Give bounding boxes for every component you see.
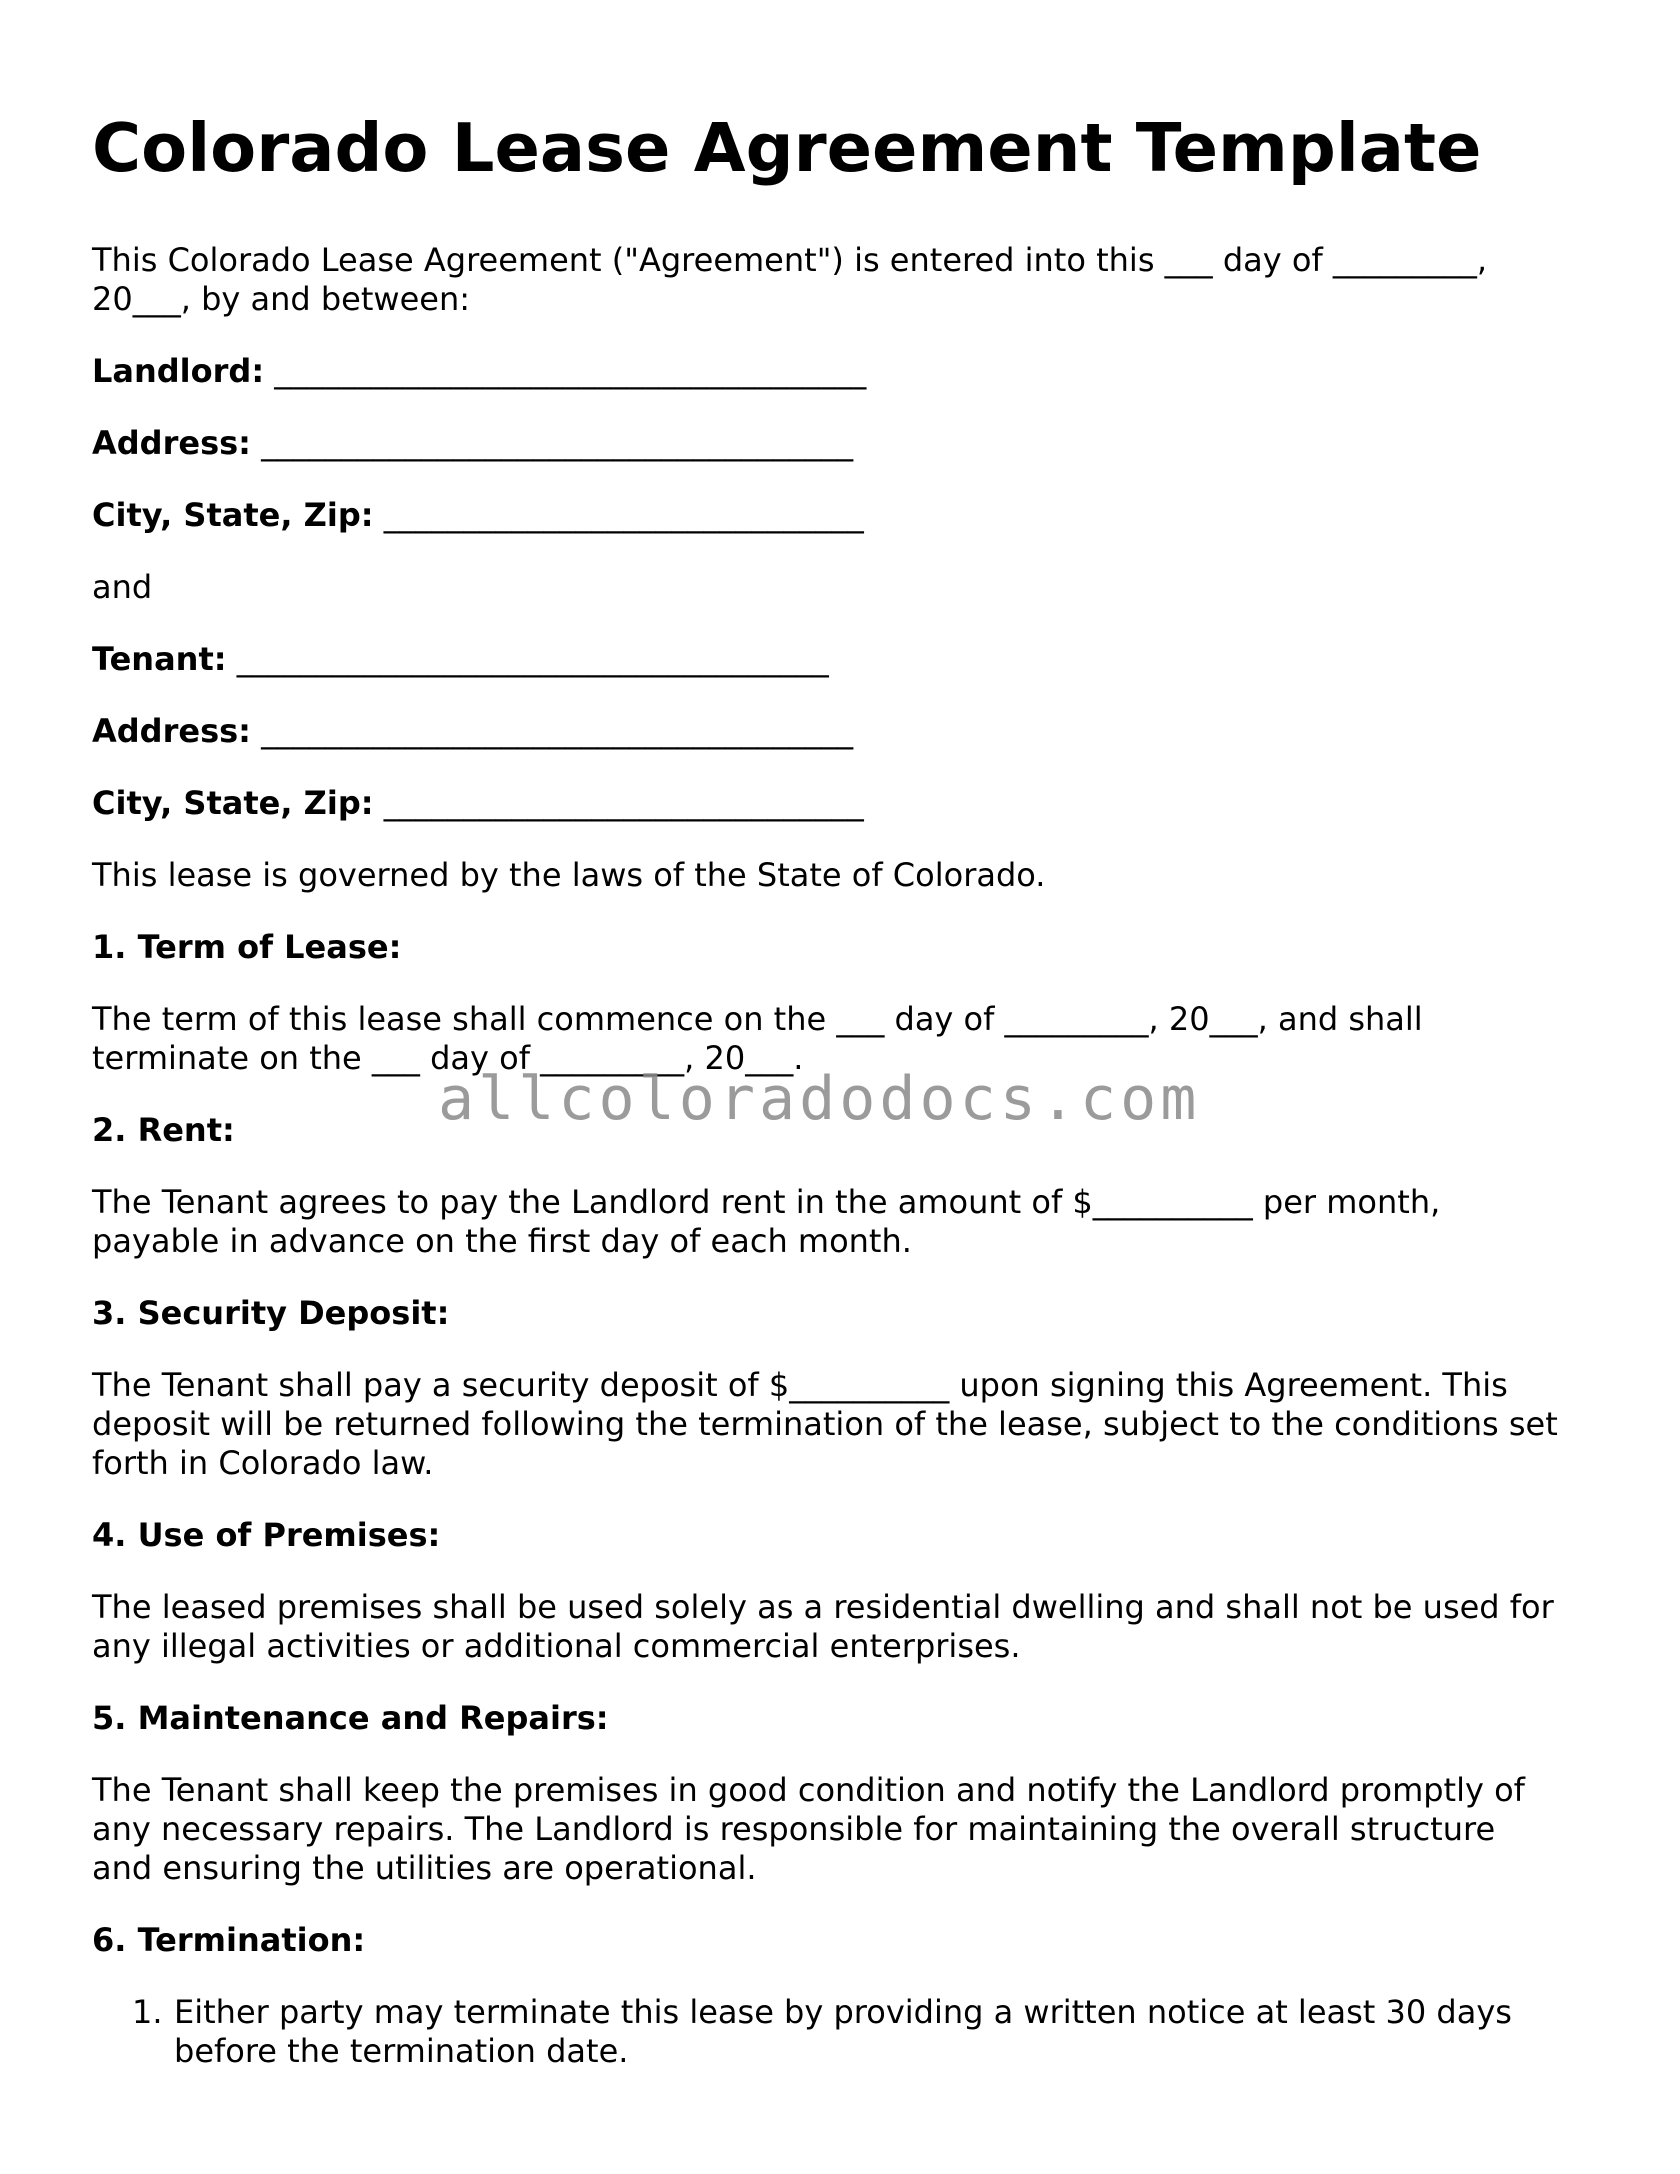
section-heading: 4. Use of Premises: <box>92 1516 441 1554</box>
tenant-city-blank: ______________________________ <box>383 784 864 822</box>
section-text-line: deposit will be returned following the termination of the lease, subject to the conditions set <box>92 1405 1558 1443</box>
list-number: 1. <box>132 1993 163 2031</box>
landlord-address-label: Address: <box>92 424 251 462</box>
tenant-address-blank: _____________________________________ <box>261 712 854 750</box>
watermark: allcoloradodocs.com <box>438 1064 1201 1134</box>
section-text-line: forth in Colorado law. <box>92 1444 434 1482</box>
tenant-address-row <box>92 712 853 751</box>
section-heading: 6. Termination: <box>92 1921 366 1959</box>
section-heading: 2. Rent: <box>92 1111 235 1149</box>
section-heading: 3. Security Deposit: <box>92 1294 450 1332</box>
section-text-line: The Tenant shall pay a security deposit of $__________ upon signing this Agreement. This <box>92 1366 1508 1404</box>
tenant-city-label: City, State, Zip: <box>92 784 374 822</box>
section-text-line: The leased premises shall be used solely as a residential dwelling and shall not be used for <box>92 1588 1554 1626</box>
section-text-line: terminate on the ___ day of _________, 20___. <box>92 1039 804 1077</box>
landlord-city-row <box>92 496 864 535</box>
section-text-line: The term of this lease shall commence on the ___ day of _________, 20___, and shall <box>92 1000 1423 1038</box>
landlord-name-label: Landlord: <box>92 352 265 390</box>
tenant-name-row <box>92 640 829 679</box>
section-text-line: any necessary repairs. The Landlord is responsible for maintaining the overall structure <box>92 1810 1496 1848</box>
intro-line-2: 20___, by and between: <box>92 280 471 318</box>
landlord-address-row <box>92 424 853 463</box>
intro-line-1: This Colorado Lease Agreement ("Agreement") is entered into this ___ day of _________, <box>92 241 1488 279</box>
list-item <box>132 1993 1552 2073</box>
section-heading: 5. Maintenance and Repairs: <box>92 1699 609 1737</box>
section-text-line: and ensuring the utilities are operational. <box>92 1849 757 1887</box>
section-heading: 1. Term of Lease: <box>92 928 402 966</box>
and-text: and <box>92 568 153 606</box>
tenant-name-blank: _____________________________________ <box>236 640 829 678</box>
landlord-address-blank: _____________________________________ <box>261 424 854 462</box>
list-text-line: before the termination date. <box>174 2032 629 2070</box>
landlord-city-label: City, State, Zip: <box>92 496 374 534</box>
section-text-line: The Tenant shall keep the premises in good condition and notify the Landlord promptly of <box>92 1771 1525 1809</box>
landlord-city-blank: ______________________________ <box>383 496 864 534</box>
tenant-city-row <box>92 784 864 823</box>
landlord-name-blank: _____________________________________ <box>274 352 867 390</box>
landlord-name-row <box>92 352 866 391</box>
section-text-line: The Tenant agrees to pay the Landlord rent in the amount of $__________ per month, <box>92 1183 1441 1221</box>
list-text-line: Either party may terminate this lease by providing a written notice at least 30 days <box>174 1993 1512 2031</box>
document-title: Colorado Lease Agreement Template <box>92 109 1482 187</box>
section-text-line: any illegal activities or additional commercial enterprises. <box>92 1627 1021 1665</box>
tenant-address-label: Address: <box>92 712 251 750</box>
tenant-name-label: Tenant: <box>92 640 227 678</box>
governing-law-text: This lease is governed by the laws of the State of Colorado. <box>92 856 1046 894</box>
section-text-line: payable in advance on the first day of each month. <box>92 1222 912 1260</box>
